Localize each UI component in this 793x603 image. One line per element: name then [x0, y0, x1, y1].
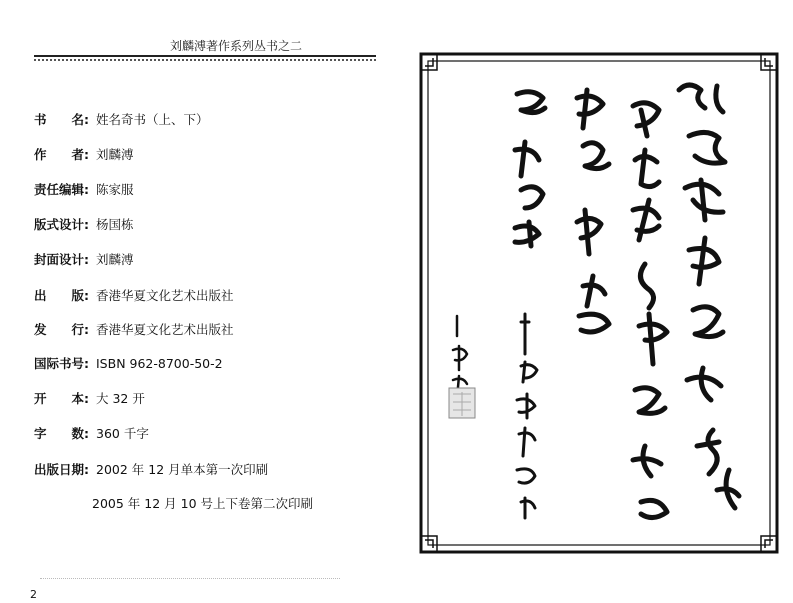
frame-inner-border	[428, 61, 770, 545]
calligraphy-inscription	[517, 314, 537, 518]
second-printing-line: 2005 年 12 月 10 号上下卷第二次印刷	[92, 496, 313, 511]
field-label: 书 名:	[34, 112, 89, 127]
field-label: 发 行:	[34, 322, 89, 337]
scan-artifact-line	[40, 578, 340, 579]
field-word-count	[34, 424, 149, 442]
header-rule-dotted	[34, 59, 376, 61]
calligraphy-signature	[453, 316, 467, 398]
header-rule	[34, 55, 376, 57]
field-label: 责任编辑:	[34, 182, 89, 197]
field-value: 刘麟溥	[96, 147, 134, 162]
field-title	[34, 110, 209, 128]
field-value: 陈家服	[96, 182, 134, 197]
field-value: 2002 年 12 月单本第一次印刷	[96, 462, 269, 477]
field-editor	[34, 180, 134, 198]
page-number: 2	[30, 588, 37, 601]
field-publisher	[34, 286, 234, 304]
field-value: 香港华夏文化艺术出版社	[96, 322, 234, 337]
frame-outer-border	[421, 54, 777, 552]
field-value: 刘麟溥	[96, 252, 134, 267]
field-value: 360 千字	[96, 426, 149, 441]
field-distributor	[34, 320, 234, 338]
corner-ornament-icon	[421, 54, 777, 552]
field-label: 出版日期:	[34, 462, 89, 477]
field-value: 姓名奇书（上、下）	[96, 112, 209, 127]
field-label: 封面设计:	[34, 252, 89, 267]
field-value: ISBN 962-8700-50-2	[96, 356, 223, 371]
field-label: 开 本:	[34, 391, 89, 406]
field-cover-design	[34, 250, 134, 268]
series-title: 刘麟溥著作系列丛书之二	[170, 39, 303, 53]
field-label: 字 数:	[34, 426, 89, 441]
field-value: 大 32 开	[96, 391, 145, 406]
field-label: 出 版:	[34, 288, 89, 303]
field-label: 版式设计:	[34, 217, 89, 232]
field-layout-design	[34, 215, 134, 233]
field-label: 国际书号:	[34, 356, 89, 371]
field-author	[34, 145, 134, 163]
seal-icon	[449, 388, 475, 418]
field-label: 作 者:	[34, 147, 89, 162]
field-isbn	[34, 354, 223, 372]
field-value: 杨国栋	[96, 217, 134, 232]
field-value: 香港华夏文化艺术出版社	[96, 288, 234, 303]
calligraphy-frame	[417, 50, 781, 556]
field-format	[34, 389, 145, 407]
field-publish-date	[34, 460, 268, 478]
calligraphy-main-text	[515, 85, 739, 518]
